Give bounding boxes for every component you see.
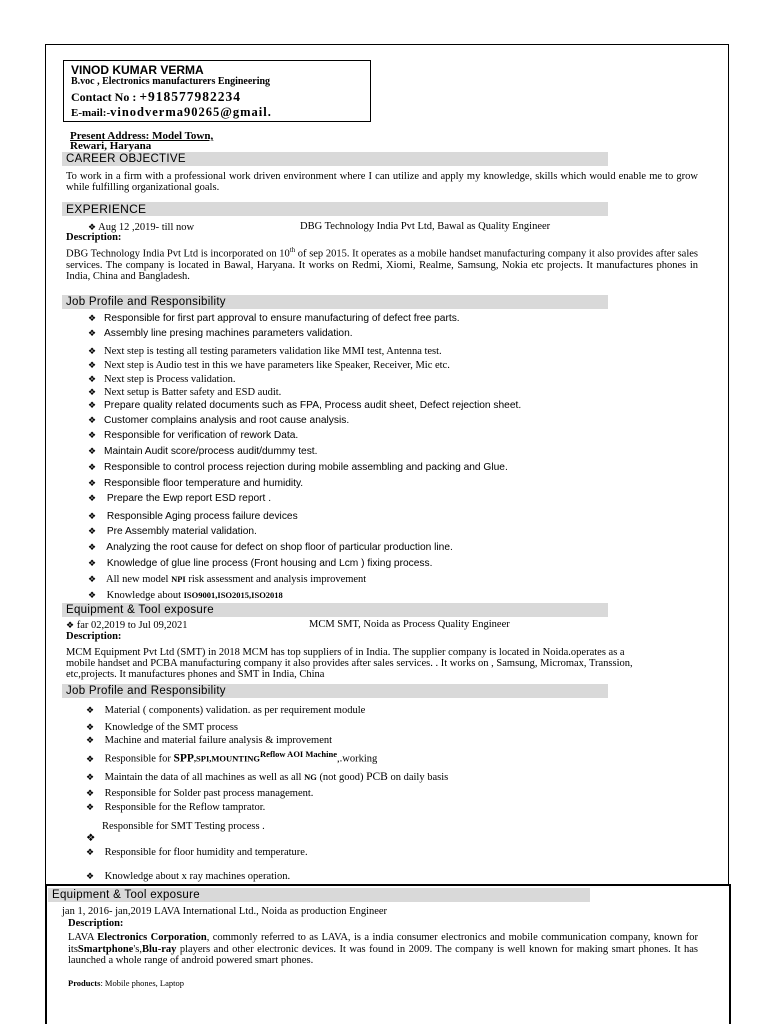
section-equipment-2: Equipment & Tool exposure <box>48 888 590 902</box>
bullet-icon: ❖ <box>88 400 97 410</box>
bullet-icon: ❖ <box>88 374 97 384</box>
job1-dates: ❖ Aug 12 ,2019- till now <box>88 222 195 233</box>
list-item: ❖ Responsible for $SPP,SPI,MOUNTING^{Reflow AOI Machine},.working$ <box>86 749 378 765</box>
bullet-icon: ❖ <box>86 802 95 812</box>
list-item: ❖ Pre Assembly material validation. <box>88 526 257 537</box>
list-item: ❖ Responsible floor temperature and humidity. <box>88 478 304 489</box>
job2-dates: ❖ far 02,2019 to Jul 09,2021 <box>66 620 188 631</box>
address-line-2: Rewari, Haryana <box>70 140 152 152</box>
bullet-icon: ❖ <box>88 360 97 370</box>
address-line-1: Present Address: Model Town, <box>70 130 214 142</box>
bullet-icon: ❖ <box>66 620 75 630</box>
bullet-icon: ❖ <box>88 222 97 232</box>
bullet-icon: ❖ <box>86 722 95 732</box>
bullet-icon: ❖ <box>88 446 97 456</box>
candidate-name: VINOD KUMAR VERMA <box>71 63 204 77</box>
list-item: ❖ Knowledge about ISO9001,ISO2015,ISO2018 <box>88 590 283 601</box>
email-value: vinodverma90265@gmail. <box>110 105 272 119</box>
bullet-icon: ❖ <box>88 328 97 338</box>
list-item: ❖ All new model NPI risk assessment and analysis improvement <box>88 574 367 585</box>
list-item: ❖ Knowledge of the SMT process <box>86 722 238 733</box>
list-item: ❖ Material ( components) validation. as per requirement module <box>86 705 366 716</box>
list-item: ❖ Machine and material failure analysis & improvement <box>86 735 333 746</box>
candidate-degree: B.voc , Electronics manufacturers Engineering <box>71 76 271 87</box>
list-item: ❖ Responsible for first part approval to ensure manufacturing of defect free parts. <box>88 313 460 324</box>
list-item-text: Responsible for SMT Testing process . <box>102 821 265 832</box>
bullet-icon: ❖ <box>88 346 97 356</box>
bullet-icon: ❖ <box>86 788 95 798</box>
bullet-icon: ❖ <box>88 574 97 584</box>
bullet-icon: ❖ <box>88 526 97 536</box>
job1-description-label: Description: <box>66 232 122 243</box>
section-experience: EXPERIENCE <box>62 202 608 216</box>
bullet-icon: ❖ <box>88 478 97 488</box>
bullet-icon: ❖ <box>86 833 96 844</box>
contact-label: Contact No : <box>71 90 137 104</box>
list-item: ❖ Next step is testing all testing parameters validation like MMI test, Antenna test. <box>88 346 442 357</box>
list-item: ❖ Responsible for Solder past process management. <box>86 788 314 799</box>
list-item: ❖ Knowledge about x ray machines operation. <box>86 871 291 882</box>
email-line <box>71 105 370 120</box>
list-item: ❖ Next setup is Batter safety and ESD audit. <box>88 387 282 398</box>
bullet-icon: ❖ <box>88 462 97 472</box>
list-item: ❖ Maintain Audit score/process audit/dummy test. <box>88 446 318 457</box>
list-item: ❖ Maintain the data of all machines as well as all NG (not good) PCB on daily basis <box>86 771 449 783</box>
contact-line <box>71 89 370 105</box>
header-box <box>63 60 371 122</box>
career-objective-text: To work in a firm with a professional work driven environment where I can utilize and apply my knowledge, skills which would enable me to grow while fulfilling organizational goals. <box>66 171 698 193</box>
job3-products: Products: Mobile phones, Laptop <box>68 978 185 988</box>
bullet-icon: ❖ <box>86 772 95 782</box>
job2-description: MCM Equipment Pvt Ltd (SMT) in 2018 MCM has top suppliers of in India. The supplier company is located in Noida.operates as a mobile handset and PCBA manufacturing company it also provides after sales services. . It works on , Samsung, Micromax, Transsion, etc,projects. It manufactures phones and SMT in India, China <box>66 647 633 680</box>
bullet-icon: ❖ <box>88 493 97 503</box>
list-item: ❖ Customer complains analysis and root cause analysis. <box>88 415 350 426</box>
section-equipment-1: Equipment & Tool exposure <box>62 603 608 617</box>
list-item: ❖ Assembly line presing machines parameters validation. <box>88 328 353 339</box>
bullet-icon: ❖ <box>88 542 97 552</box>
bullet-icon: ❖ <box>88 558 97 568</box>
list-item: ❖ Responsible for floor humidity and temperature. <box>86 847 308 858</box>
list-item: ❖ Knowledge of glue line process (Front housing and Lcm ) fixing process. <box>88 558 433 569</box>
bullet-icon: ❖ <box>88 590 97 600</box>
contact-number: +918577982234 <box>139 89 242 104</box>
list-item: ❖ Next step is Process validation. <box>88 374 236 385</box>
job3-description: LAVA Electronics Corporation, commonly referred to as LAVA, is a india consumer electronics and mobile communication company, known for itsSmartphone's,Blu-ray players and other electronic devices. It was found in 2009. The company is well known for making smart phones. It has launched a whole range of android powered smart phones. <box>68 932 698 966</box>
bullet-icon: ❖ <box>86 753 95 764</box>
email-label: E-mail:- <box>71 107 111 119</box>
bullet-icon: ❖ <box>88 313 97 323</box>
job1-company: DBG Technology India Pvt Ltd, Bawal as Quality Engineer <box>300 221 551 232</box>
list-item: ❖ Responsible for the Reflow tamprator. <box>86 802 266 813</box>
bullet-icon: ❖ <box>88 430 97 440</box>
bullet-icon: ❖ <box>86 871 95 881</box>
bullet-icon: ❖ <box>86 705 95 715</box>
section-job-profile-2: Job Profile and Responsibility <box>62 684 608 698</box>
job3-dates-company: jan 1, 2016- jan,2019 LAVA International Ltd., Noida as production Engineer <box>62 906 388 917</box>
section-career-objective: CAREER OBJECTIVE <box>62 152 608 166</box>
bullet-icon: ❖ <box>88 415 97 425</box>
list-item: ❖ Next step is Audio test in this we have parameters like Speaker, Receiver, Mic etc. <box>88 360 450 371</box>
section-job-profile-1: Job Profile and Responsibility <box>62 295 608 309</box>
bullet-icon: ❖ <box>86 735 95 745</box>
bullet-icon: ❖ <box>88 511 97 521</box>
list-item: ❖ Responsible for verification of rework Data. <box>88 430 299 441</box>
bullet-icon: ❖ <box>88 387 97 397</box>
bullet-icon: ❖ <box>86 847 95 857</box>
job1-description: DBG Technology India Pvt Ltd is incorporated on 10th of sep 2015. It operates as a mobile handset manufacturing company it also provides after sales services. The company is located in Bawal, Haryana. It works on Redmi, Xiomi, Realme, Samsung, Nokia etc projects. It manufactures phones in India, China and Bangladesh. <box>66 246 699 282</box>
job3-description-label: Description: <box>68 918 124 929</box>
list-item: ❖ Prepare quality related documents such as FPA, Process audit sheet, Defect rejection sheet. <box>88 400 522 411</box>
list-item: ❖ Responsible to control process rejection during mobile assembling and packing and Glue. <box>88 462 508 473</box>
list-item: ❖ Responsible Aging process failure devices <box>88 511 298 522</box>
list-item: ❖ Analyzing the root cause for defect on shop floor of particular production line. <box>88 542 453 553</box>
list-item: ❖ Prepare the Ewp report ESD report . <box>88 493 272 504</box>
job2-company: MCM SMT, Noida as Process Quality Engineer <box>309 619 510 630</box>
job2-description-label: Description: <box>66 631 122 642</box>
